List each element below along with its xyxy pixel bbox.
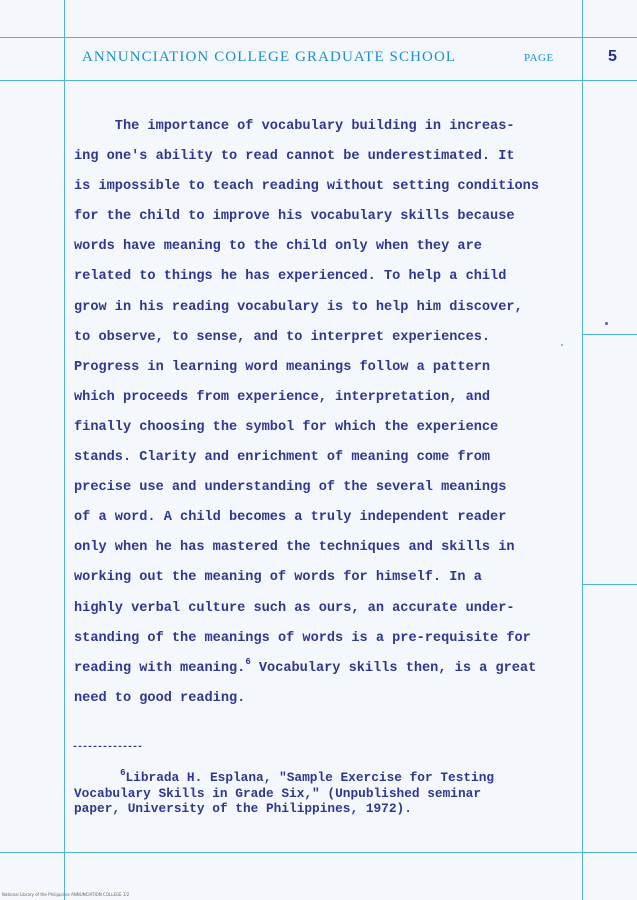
body-line: is impossible to teach reading without setting conditions <box>74 179 539 195</box>
body-line: to observe, to sense, and to interpret experiences. <box>74 329 491 345</box>
body-line: highly verbal culture such as ours, an accurate under- <box>74 600 515 616</box>
body-line: which proceeds from experience, interpretation, and <box>74 389 491 405</box>
body-line: standing of the meanings of words is a pre-requisite for <box>74 630 531 646</box>
body-line-with-footnote-ref <box>74 654 594 684</box>
body-line: working out the meaning of words for himself. In a <box>74 570 482 586</box>
left-margin-rule <box>64 0 65 900</box>
body-line: only when he has mastered the techniques and skills in <box>74 540 515 556</box>
body-line: stands. Clarity and enrichment of meaning come from <box>74 450 491 466</box>
body-line: finally choosing the symbol for which the experience <box>74 419 499 435</box>
body-line: need to good reading. <box>74 690 246 706</box>
body-paragraph <box>74 112 594 714</box>
footnote-text: Librada H. Esplana, "Sample Exercise for Testing <box>125 770 495 785</box>
body-line: precise use and understanding of the several meanings <box>74 480 507 496</box>
body-line-text: reading with meaning. <box>74 660 246 676</box>
footnote-line: paper, University of the Philippines, 1972). <box>74 801 412 816</box>
ink-speck <box>561 344 563 346</box>
body-line: for the child to improve his vocabulary skills because <box>74 209 515 225</box>
footer-rule <box>0 852 637 853</box>
body-line: ing one's ability to read cannot be underestimated. It <box>74 149 515 165</box>
body-line: grow in his reading vocabulary is to help him discover, <box>74 299 523 315</box>
footnote-line <box>74 770 594 786</box>
body-line: The importance of vocabulary building in increas- <box>74 119 515 134</box>
footnote-mark: 6 <box>120 768 126 778</box>
body-line-tail: Vocabulary skills then, is a great <box>250 660 537 676</box>
page-number: 5 <box>608 48 617 65</box>
footnote-reference: 6 <box>245 656 251 667</box>
footnote-line: Vocabulary Skills in Grade Six," (Unpublished seminar <box>74 785 482 801</box>
archive-caption: National Library of the Philippines ANNUNCIATION COLLEGE 1/2 <box>2 892 130 897</box>
header-top-rule <box>0 37 637 38</box>
footnote-separator: -------------- <box>72 742 143 753</box>
body-line: related to things he has experienced. To help a child <box>74 269 507 285</box>
college-header-title: ANNUNCIATION COLLEGE GRADUATE SCHOOL <box>82 49 457 65</box>
page-label: PAGE <box>524 52 554 64</box>
ink-speck <box>605 322 608 325</box>
footnote <box>74 770 594 817</box>
body-line: of a word. A child becomes a truly independent reader <box>74 510 507 526</box>
body-line: Progress in learning word meanings follow a pattern <box>74 359 491 375</box>
header-bottom-rule <box>0 80 637 81</box>
body-line: words have meaning to the child only when they are <box>74 239 482 255</box>
